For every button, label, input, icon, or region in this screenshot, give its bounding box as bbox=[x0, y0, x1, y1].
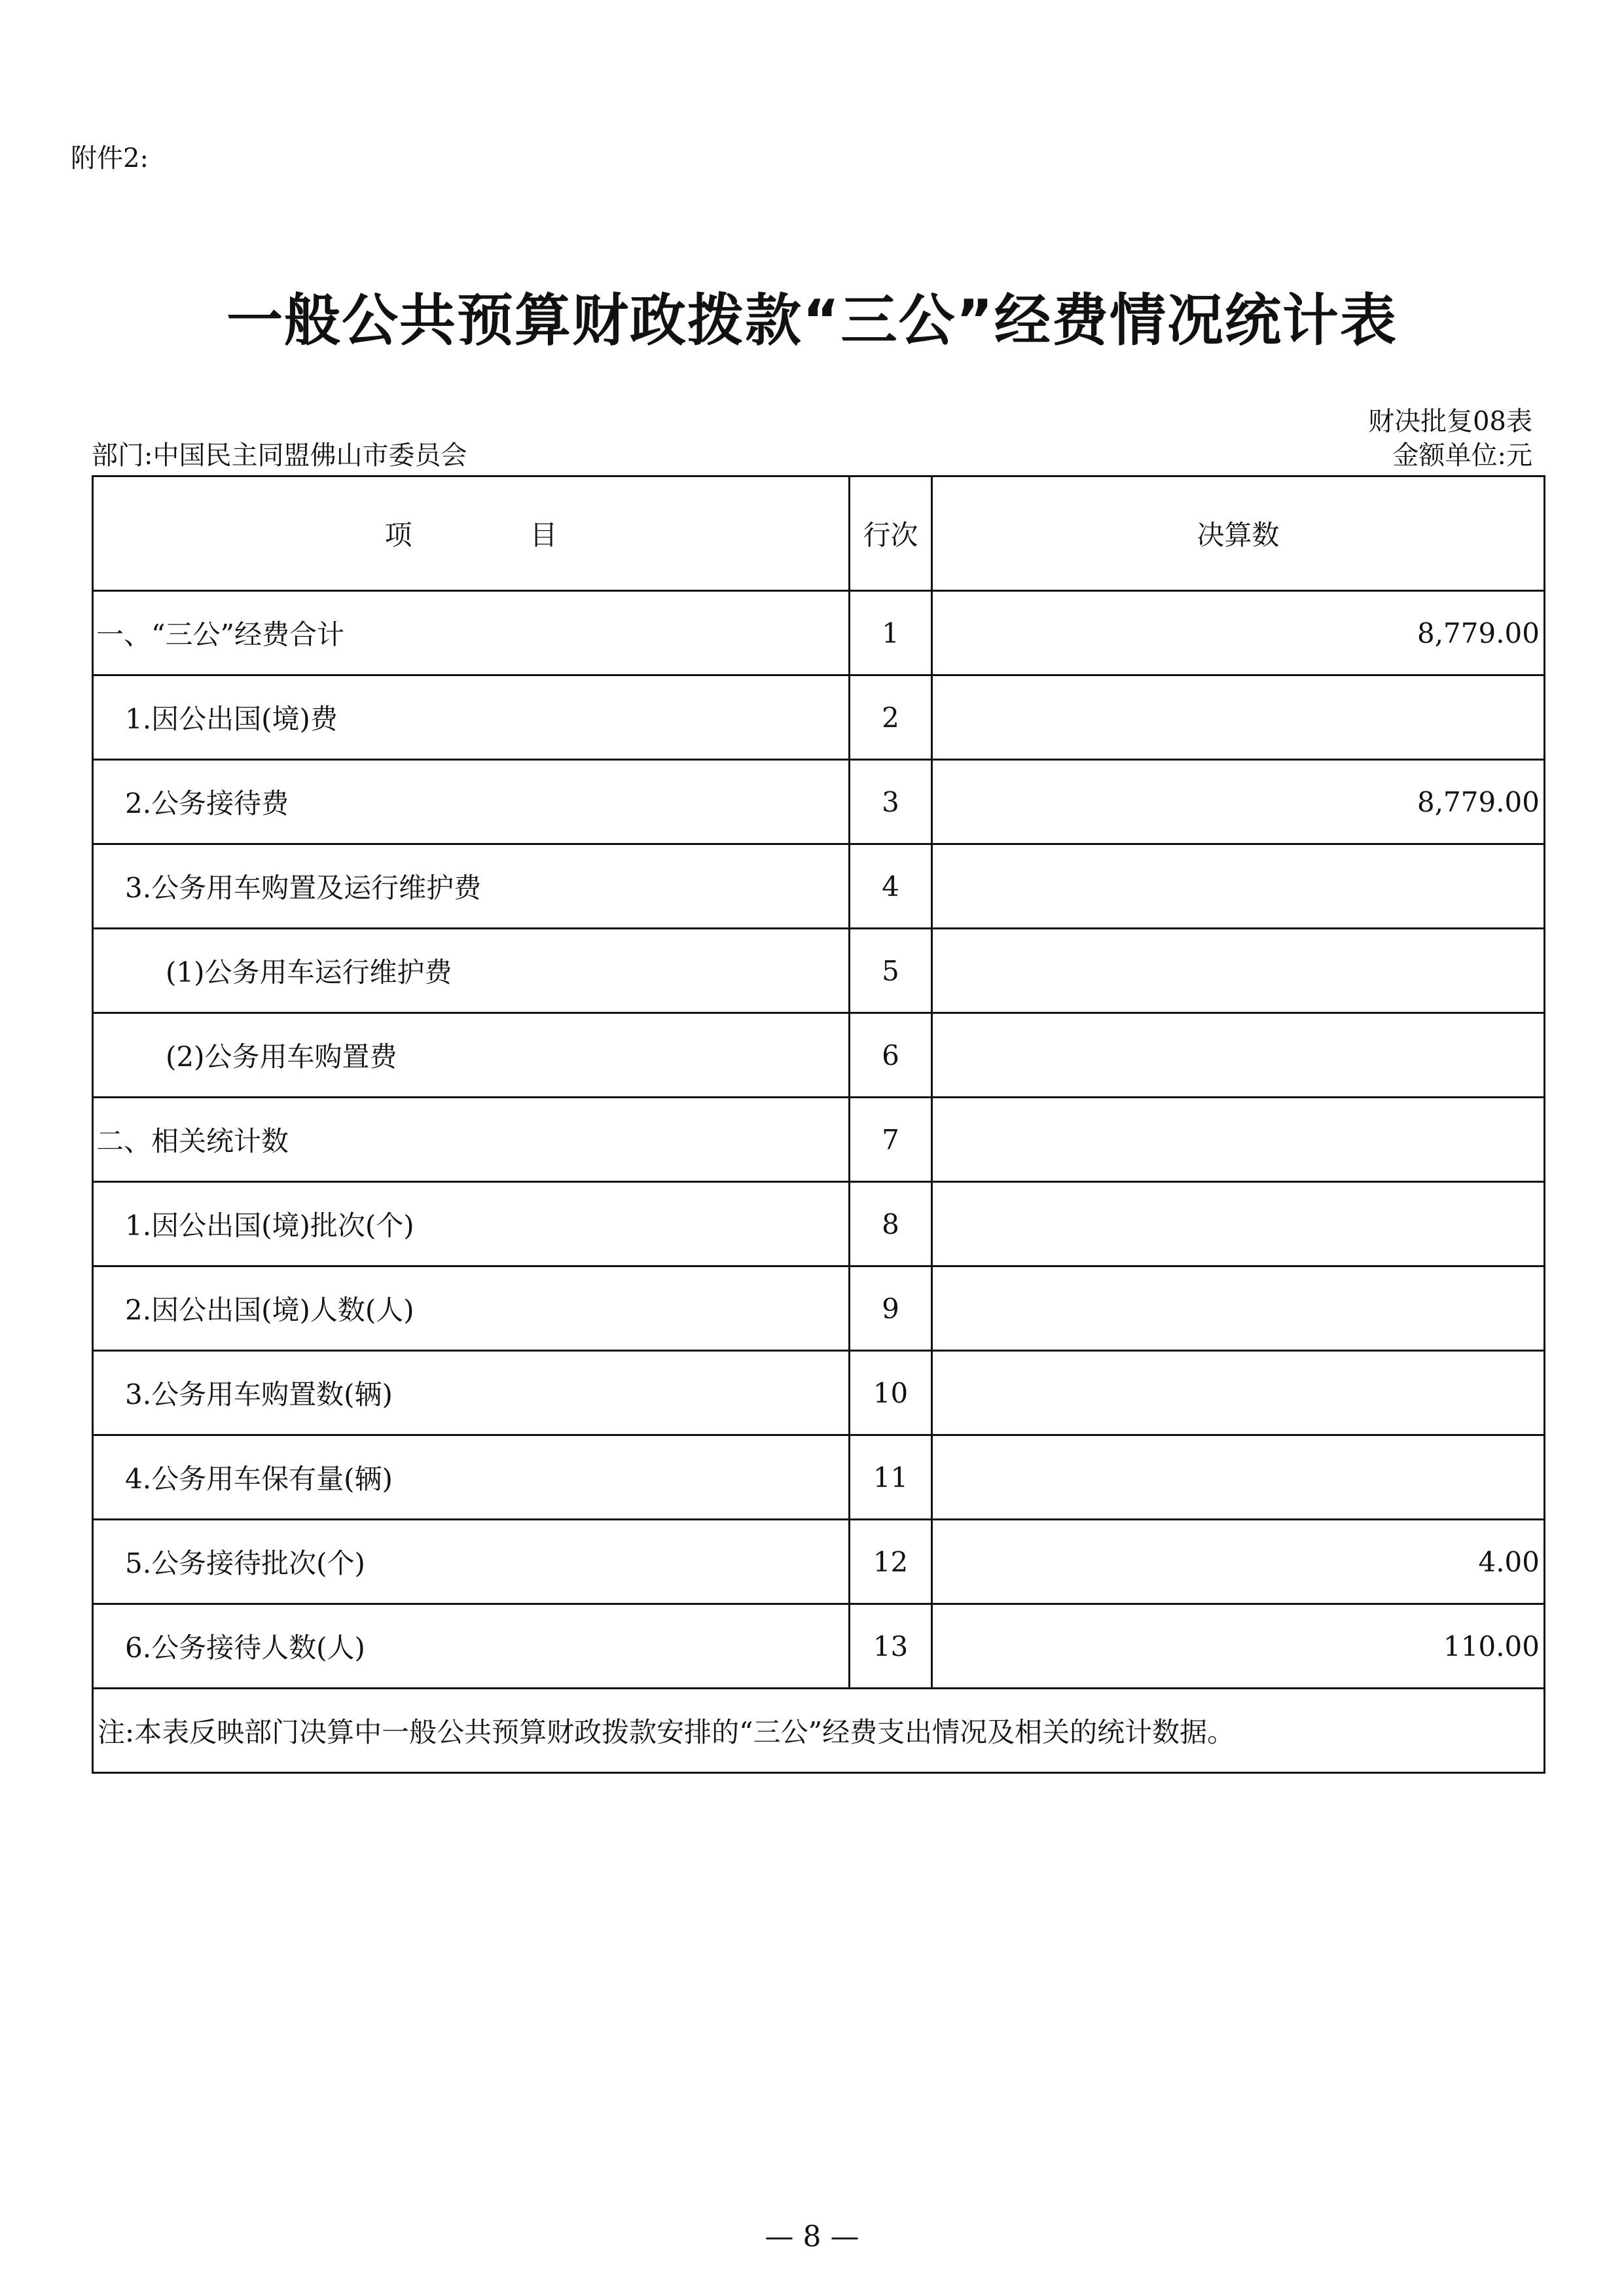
row-amount bbox=[932, 675, 1545, 760]
table-row bbox=[93, 1266, 1545, 1351]
row-amount bbox=[932, 1182, 1545, 1266]
row-amount: 4.00 bbox=[932, 1520, 1545, 1604]
form-code: 财决批复08表 bbox=[1368, 406, 1532, 437]
row-amount: 8,779.00 bbox=[932, 591, 1545, 675]
row-amount bbox=[932, 844, 1545, 929]
table-row bbox=[93, 1435, 1545, 1520]
row-item: 1.因公出国(境)费 bbox=[93, 675, 850, 760]
table-note: 注:本表反映部门决算中一般公共预算财政拨款安排的“三公”经费支出情况及相关的统计数据。 bbox=[93, 1689, 1545, 1773]
row-amount bbox=[932, 1098, 1545, 1182]
table-row bbox=[93, 1604, 1545, 1689]
page-title: 一般公共预算财政拨款“三公”经费情况统计表 bbox=[226, 288, 1398, 353]
header-amount: 决算数 bbox=[932, 476, 1545, 591]
table-note-row bbox=[93, 1689, 1545, 1773]
row-amount bbox=[932, 1351, 1545, 1435]
table-row bbox=[93, 844, 1545, 929]
header-line-no: 行次 bbox=[850, 476, 932, 591]
row-line-no: 12 bbox=[850, 1520, 932, 1604]
row-item: 一、“三公”经费合计 bbox=[93, 591, 850, 675]
table-row bbox=[93, 675, 1545, 760]
amount-unit-label: 金额单位:元 bbox=[1392, 440, 1532, 471]
table-row bbox=[93, 760, 1545, 844]
row-line-no: 13 bbox=[850, 1604, 932, 1689]
row-item: 6.公务接待人数(人) bbox=[93, 1604, 850, 1689]
table-row bbox=[93, 1520, 1545, 1604]
row-item: 3.公务用车购置数(辆) bbox=[93, 1351, 850, 1435]
row-item: 2.因公出国(境)人数(人) bbox=[93, 1266, 850, 1351]
row-line-no: 10 bbox=[850, 1351, 932, 1435]
row-item: 二、相关统计数 bbox=[93, 1098, 850, 1182]
row-line-no: 6 bbox=[850, 1013, 932, 1098]
table-row bbox=[93, 1351, 1545, 1435]
table-header-row bbox=[93, 476, 1545, 591]
row-line-no: 1 bbox=[850, 591, 932, 675]
row-line-no: 2 bbox=[850, 675, 932, 760]
table-row bbox=[93, 1098, 1545, 1182]
row-line-no: 11 bbox=[850, 1435, 932, 1520]
attachment-label: 附件2: bbox=[71, 143, 149, 173]
row-item: 2.公务接待费 bbox=[93, 760, 850, 844]
header-item bbox=[93, 476, 850, 591]
row-item: 5.公务接待批次(个) bbox=[93, 1520, 850, 1604]
row-amount bbox=[932, 1435, 1545, 1520]
row-item: 1.因公出国(境)批次(个) bbox=[93, 1182, 850, 1266]
row-amount: 110.00 bbox=[932, 1604, 1545, 1689]
table-row bbox=[93, 1182, 1545, 1266]
row-amount: 8,779.00 bbox=[932, 760, 1545, 844]
header-item-part2: 目 bbox=[530, 519, 558, 551]
row-line-no: 5 bbox=[850, 929, 932, 1013]
row-item: 3.公务用车购置及运行维护费 bbox=[93, 844, 850, 929]
row-line-no: 8 bbox=[850, 1182, 932, 1266]
department-label: 部门:中国民主同盟佛山市委员会 bbox=[92, 440, 467, 471]
row-amount bbox=[932, 1266, 1545, 1351]
row-line-no: 4 bbox=[850, 844, 932, 929]
row-item: (2)公务用车购置费 bbox=[93, 1013, 850, 1098]
row-line-no: 9 bbox=[850, 1266, 932, 1351]
table-row bbox=[93, 929, 1545, 1013]
row-line-no: 7 bbox=[850, 1098, 932, 1182]
header-item-part1: 项 bbox=[384, 519, 412, 551]
page-number: — 8 — bbox=[765, 2220, 859, 2253]
row-amount bbox=[932, 929, 1545, 1013]
row-line-no: 3 bbox=[850, 760, 932, 844]
row-item: 4.公务用车保有量(辆) bbox=[93, 1435, 850, 1520]
row-item: (1)公务用车运行维护费 bbox=[93, 929, 850, 1013]
table-row bbox=[93, 591, 1545, 675]
row-amount bbox=[932, 1013, 1545, 1098]
three-public-expenses-table bbox=[92, 475, 1545, 1774]
table-row bbox=[93, 1013, 1545, 1098]
